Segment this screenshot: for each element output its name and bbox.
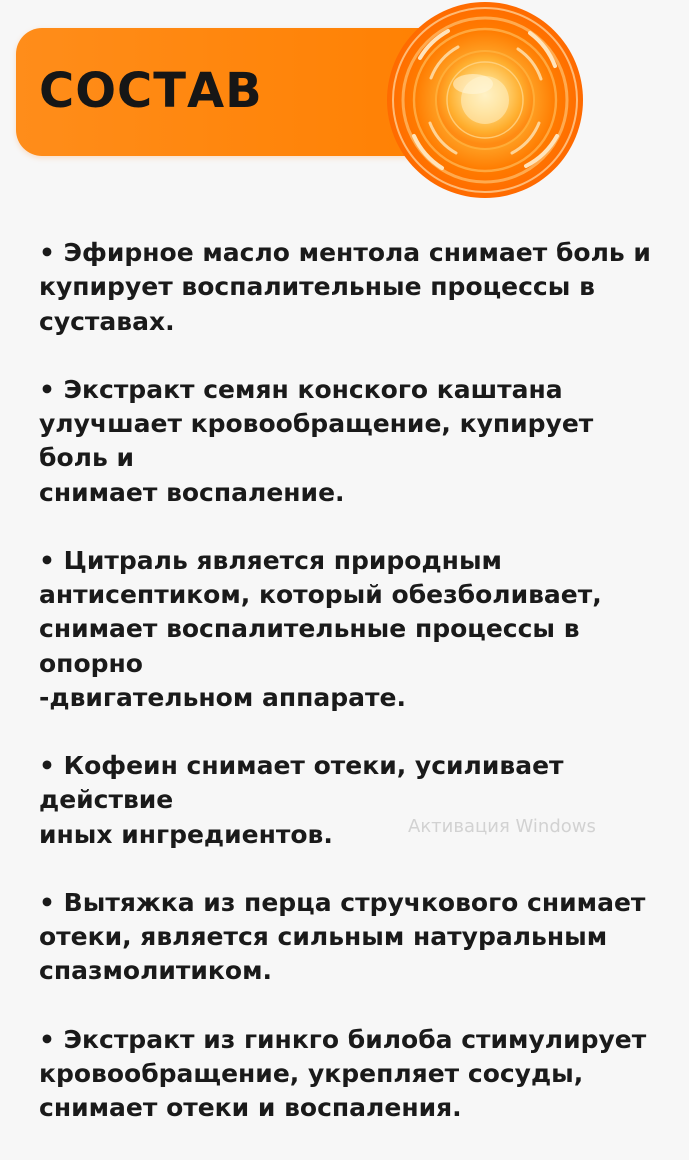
ingredient-item: • Вытяжка из перца стручкового снимает отеки, является сильным натуральным спазмолитиком.	[39, 888, 646, 986]
watermark: Активация Windows	[408, 816, 596, 837]
ingredient-item: • Экстракт семян конского каштана улучшает кровообращение, купирует боль и снимает воспаление.	[39, 375, 594, 507]
ingredient-item: • Эфирное масло ментола снимает боль и купирует воспалительные процессы в суставах.	[39, 238, 651, 336]
orange-circle-emblem-icon	[385, 0, 585, 200]
page-title: СОСТАВ	[39, 63, 263, 119]
ingredient-item: • Кофеин снимает отеки, усиливает действие иных ингредиентов.	[39, 751, 564, 849]
ingredients-list	[39, 202, 664, 1160]
header	[16, 28, 536, 156]
ingredient-item: • Экстракт из гинкго билоба стимулирует кровообращение, укрепляет сосуды, снимает отеки и воспаления.	[39, 1024, 647, 1123]
ingredient-item: • Цитраль является природным антисептиком, который обезболивает, снимает воспалительные процессы в опорно -двигательном аппарате.	[39, 546, 602, 712]
